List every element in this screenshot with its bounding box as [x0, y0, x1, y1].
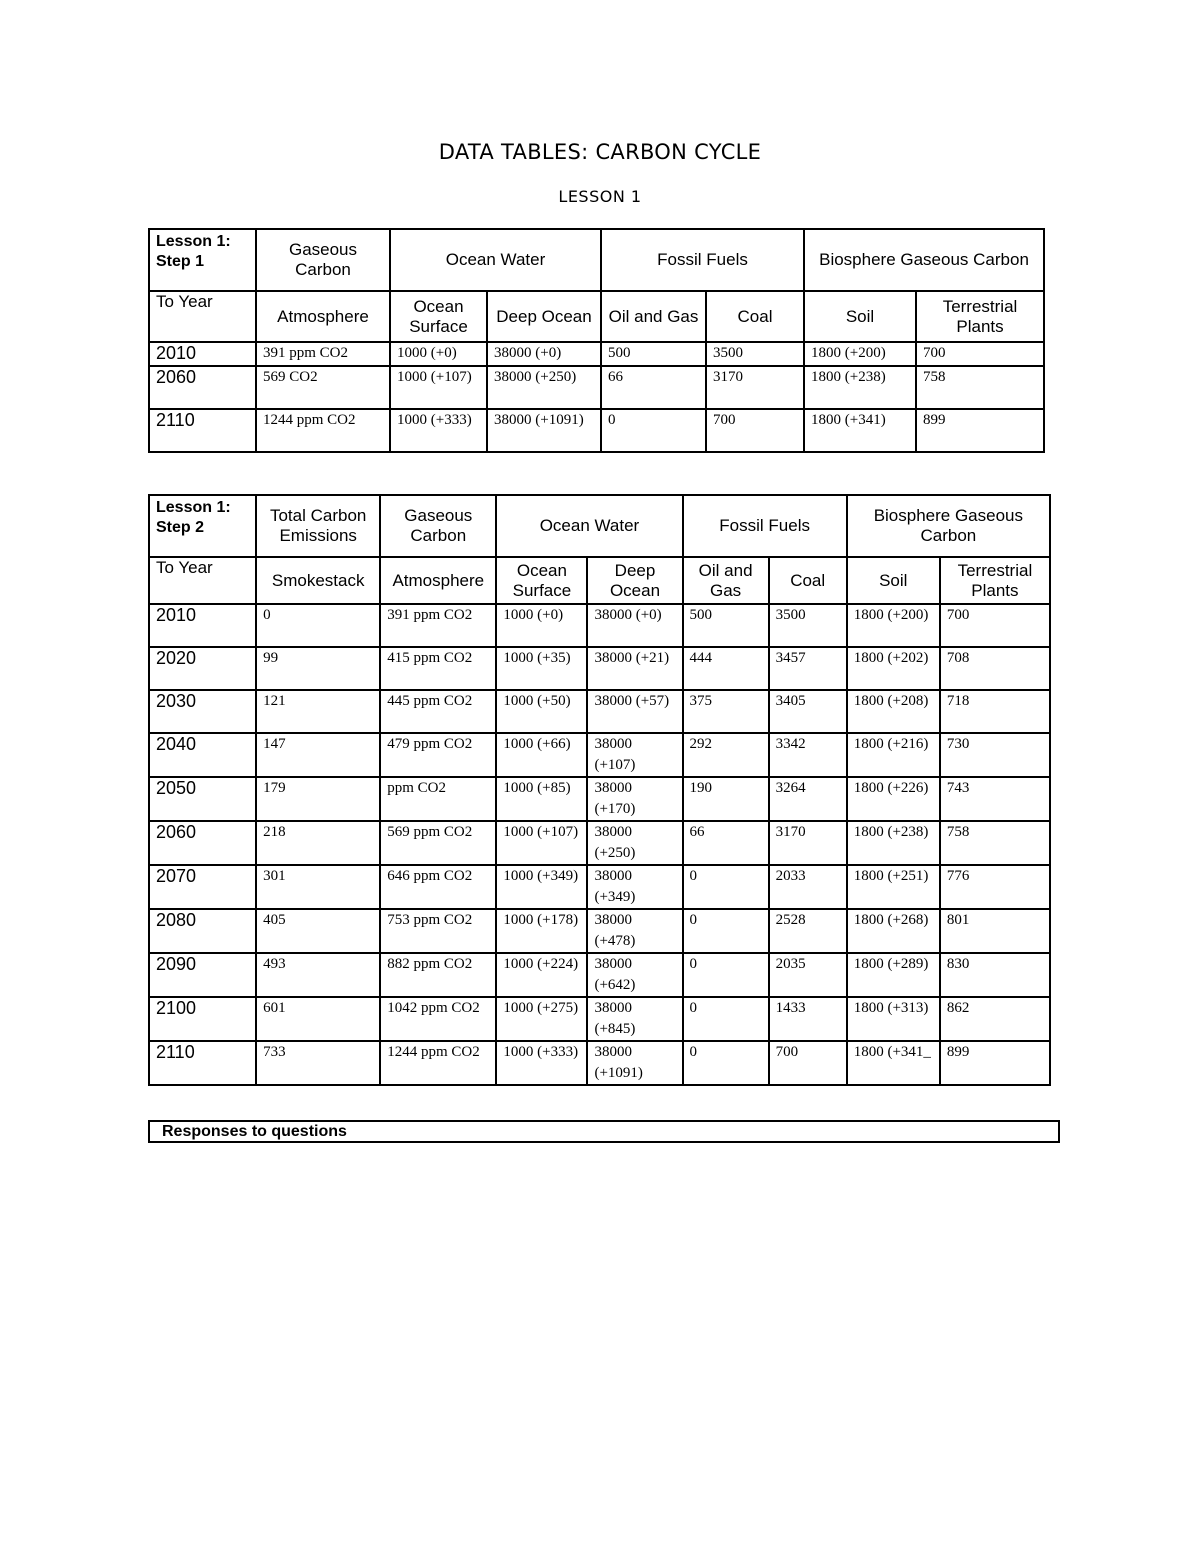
data-cell: 38000 (+250) [587, 821, 682, 865]
data-cell: 3500 [706, 342, 804, 366]
data-cell: 776 [940, 865, 1050, 909]
column-header: Atmosphere [256, 291, 390, 342]
table-row [149, 647, 1050, 690]
data-cell: 1800 (+216) [847, 733, 940, 777]
data-cell: 753 ppm CO2 [380, 909, 496, 953]
data-cell: 1800 (+226) [847, 777, 940, 821]
data-cell: 3342 [769, 733, 847, 777]
lesson-heading: LESSON 1 [558, 187, 642, 206]
data-cell: 3500 [769, 604, 847, 647]
year-cell: 2050 [149, 777, 256, 821]
column-header: Atmosphere [380, 557, 496, 604]
step2-table [148, 494, 1051, 1086]
data-cell: 38000 (+0) [487, 342, 601, 366]
step1-corner-cell [149, 229, 256, 291]
data-cell: 801 [940, 909, 1050, 953]
data-cell: 179 [256, 777, 380, 821]
data-cell: 569 ppm CO2 [380, 821, 496, 865]
data-cell: 1000 (+349) [496, 865, 587, 909]
year-cell: 2080 [149, 909, 256, 953]
data-cell: 0 [683, 865, 769, 909]
year-cell: 2060 [149, 366, 256, 409]
column-header: Terrestrial Plants [940, 557, 1050, 604]
column-header: Coal [706, 291, 804, 342]
data-cell: 38000 (+478) [587, 909, 682, 953]
year-cell: 2040 [149, 733, 256, 777]
data-cell: 1000 (+35) [496, 647, 587, 690]
table-row [149, 1041, 1050, 1085]
data-cell: 1000 (+50) [496, 690, 587, 733]
group-header: Ocean Water [496, 495, 682, 557]
data-cell: 1800 (+238) [804, 366, 916, 409]
data-cell: 1800 (+341_ [847, 1041, 940, 1085]
data-cell: 1800 (+200) [804, 342, 916, 366]
data-cell: 391 ppm CO2 [256, 342, 390, 366]
data-cell: 1433 [769, 997, 847, 1041]
data-cell: 3457 [769, 647, 847, 690]
group-header: Gaseous Carbon [256, 229, 390, 291]
data-cell: 862 [940, 997, 1050, 1041]
data-cell: 3170 [706, 366, 804, 409]
data-cell: 830 [940, 953, 1050, 997]
year-cell: 2010 [149, 604, 256, 647]
data-cell: 1000 (+107) [496, 821, 587, 865]
data-cell: 99 [256, 647, 380, 690]
data-cell: 1000 (+333) [390, 409, 487, 452]
year-cell: 2100 [149, 997, 256, 1041]
data-cell: 733 [256, 1041, 380, 1085]
data-cell: 700 [706, 409, 804, 452]
year-cell: 2110 [149, 409, 256, 452]
column-header: Ocean Surface [496, 557, 587, 604]
step1-group-header-row [149, 229, 1044, 291]
data-cell: 646 ppm CO2 [380, 865, 496, 909]
table-row [149, 821, 1050, 865]
data-cell: 3170 [769, 821, 847, 865]
to-year-label: To Year [149, 291, 256, 342]
group-header: Fossil Fuels [601, 229, 804, 291]
data-cell: 301 [256, 865, 380, 909]
group-header: Ocean Water [390, 229, 601, 291]
column-header: Deep Ocean [587, 557, 682, 604]
data-cell: 1800 (+251) [847, 865, 940, 909]
data-cell: 38000 (+1091) [487, 409, 601, 452]
data-cell: 292 [683, 733, 769, 777]
data-cell: 38000 (+107) [587, 733, 682, 777]
data-cell: 708 [940, 647, 1050, 690]
data-cell: 899 [916, 409, 1044, 452]
data-cell: 405 [256, 909, 380, 953]
data-cell: 38000 (+0) [587, 604, 682, 647]
data-cell: 0 [683, 1041, 769, 1085]
column-header: Soil [847, 557, 940, 604]
data-cell: 493 [256, 953, 380, 997]
table-row [149, 997, 1050, 1041]
data-cell: 0 [601, 409, 706, 452]
data-cell: 1800 (+268) [847, 909, 940, 953]
data-cell: 1000 (+224) [496, 953, 587, 997]
step2-subheader-row [149, 557, 1050, 604]
column-header: Oil and Gas [601, 291, 706, 342]
column-header: Ocean Surface [390, 291, 487, 342]
data-cell: 38000 (+642) [587, 953, 682, 997]
data-cell: 444 [683, 647, 769, 690]
data-cell: 1000 (+107) [390, 366, 487, 409]
data-cell: 0 [256, 604, 380, 647]
table-row [149, 342, 1044, 366]
data-cell: 700 [940, 604, 1050, 647]
data-cell: 190 [683, 777, 769, 821]
data-cell: 1800 (+208) [847, 690, 940, 733]
data-cell: 218 [256, 821, 380, 865]
data-cell: 38000 (+349) [587, 865, 682, 909]
data-cell: 38000 (+57) [587, 690, 682, 733]
data-cell: 1000 (+0) [496, 604, 587, 647]
data-cell: 1800 (+238) [847, 821, 940, 865]
year-cell: 2020 [149, 647, 256, 690]
year-cell: 2010 [149, 342, 256, 366]
year-cell: 2030 [149, 690, 256, 733]
data-cell: 1800 (+313) [847, 997, 940, 1041]
data-cell: 1800 (+341) [804, 409, 916, 452]
data-cell: 1000 (+275) [496, 997, 587, 1041]
data-cell: 569 CO2 [256, 366, 390, 409]
group-header: Gaseous Carbon [380, 495, 496, 557]
table-row [149, 409, 1044, 452]
table-row [149, 865, 1050, 909]
data-cell: 882 ppm CO2 [380, 953, 496, 997]
data-cell: ppm CO2 [380, 777, 496, 821]
data-cell: 2528 [769, 909, 847, 953]
data-cell: 758 [916, 366, 1044, 409]
data-cell: 445 ppm CO2 [380, 690, 496, 733]
data-cell: 2035 [769, 953, 847, 997]
corner-line: Lesson 1: [156, 233, 231, 250]
data-cell: 391 ppm CO2 [380, 604, 496, 647]
step1-table [148, 228, 1045, 453]
table-row [149, 953, 1050, 997]
corner-line: Lesson 1: [156, 499, 231, 516]
data-cell: 66 [601, 366, 706, 409]
data-cell: 38000 (+845) [587, 997, 682, 1041]
data-cell: 700 [916, 342, 1044, 366]
group-header: Total Carbon Emissions [256, 495, 380, 557]
table-row [149, 604, 1050, 647]
data-cell: 0 [683, 909, 769, 953]
data-cell: 66 [683, 821, 769, 865]
page-title: DATA TABLES: CARBON CYCLE [438, 140, 762, 164]
data-cell: 0 [683, 953, 769, 997]
data-cell: 1000 (+333) [496, 1041, 587, 1085]
corner-line: Step 1 [156, 253, 205, 270]
group-header: Biosphere Gaseous Carbon [804, 229, 1044, 291]
data-cell: 2033 [769, 865, 847, 909]
data-cell: 601 [256, 997, 380, 1041]
data-cell: 38000 (+21) [587, 647, 682, 690]
data-cell: 3264 [769, 777, 847, 821]
data-cell: 758 [940, 821, 1050, 865]
data-cell: 147 [256, 733, 380, 777]
table-row [149, 777, 1050, 821]
data-cell: 121 [256, 690, 380, 733]
data-cell: 718 [940, 690, 1050, 733]
data-cell: 1000 (+66) [496, 733, 587, 777]
data-cell: 743 [940, 777, 1050, 821]
table-row [149, 733, 1050, 777]
data-cell: 899 [940, 1041, 1050, 1085]
year-cell: 2090 [149, 953, 256, 997]
data-cell: 38000 (+1091) [587, 1041, 682, 1085]
data-cell: 1244 ppm CO2 [380, 1041, 496, 1085]
column-header: Soil [804, 291, 916, 342]
data-cell: 1000 (+178) [496, 909, 587, 953]
data-cell: 1000 (+0) [390, 342, 487, 366]
column-header: Smokestack [256, 557, 380, 604]
data-cell: 730 [940, 733, 1050, 777]
data-cell: 700 [769, 1041, 847, 1085]
data-cell: 0 [683, 997, 769, 1041]
column-header: Coal [769, 557, 847, 604]
table-row [149, 909, 1050, 953]
column-header: Terrestrial Plants [916, 291, 1044, 342]
data-cell: 500 [683, 604, 769, 647]
group-header: Biosphere Gaseous Carbon [847, 495, 1050, 557]
table-row [149, 690, 1050, 733]
responses-header: Responses to questions [148, 1120, 1060, 1143]
data-cell: 415 ppm CO2 [380, 647, 496, 690]
data-cell: 3405 [769, 690, 847, 733]
data-cell: 375 [683, 690, 769, 733]
data-cell: 479 ppm CO2 [380, 733, 496, 777]
data-cell: 1800 (+200) [847, 604, 940, 647]
data-cell: 1042 ppm CO2 [380, 997, 496, 1041]
data-cell: 500 [601, 342, 706, 366]
step1-subheader-row [149, 291, 1044, 342]
data-cell: 1000 (+85) [496, 777, 587, 821]
data-cell: 38000 (+250) [487, 366, 601, 409]
data-cell: 1800 (+202) [847, 647, 940, 690]
data-cell: 1244 ppm CO2 [256, 409, 390, 452]
data-cell: 38000 (+170) [587, 777, 682, 821]
column-header: Deep Ocean [487, 291, 601, 342]
year-cell: 2070 [149, 865, 256, 909]
table-row [149, 366, 1044, 409]
step2-group-header-row [149, 495, 1050, 557]
year-cell: 2060 [149, 821, 256, 865]
step2-corner-cell [149, 495, 256, 557]
data-cell: 1800 (+289) [847, 953, 940, 997]
group-header: Fossil Fuels [683, 495, 847, 557]
year-cell: 2110 [149, 1041, 256, 1085]
column-header: Oil and Gas [683, 557, 769, 604]
corner-line: Step 2 [156, 519, 205, 536]
to-year-label: To Year [149, 557, 256, 604]
